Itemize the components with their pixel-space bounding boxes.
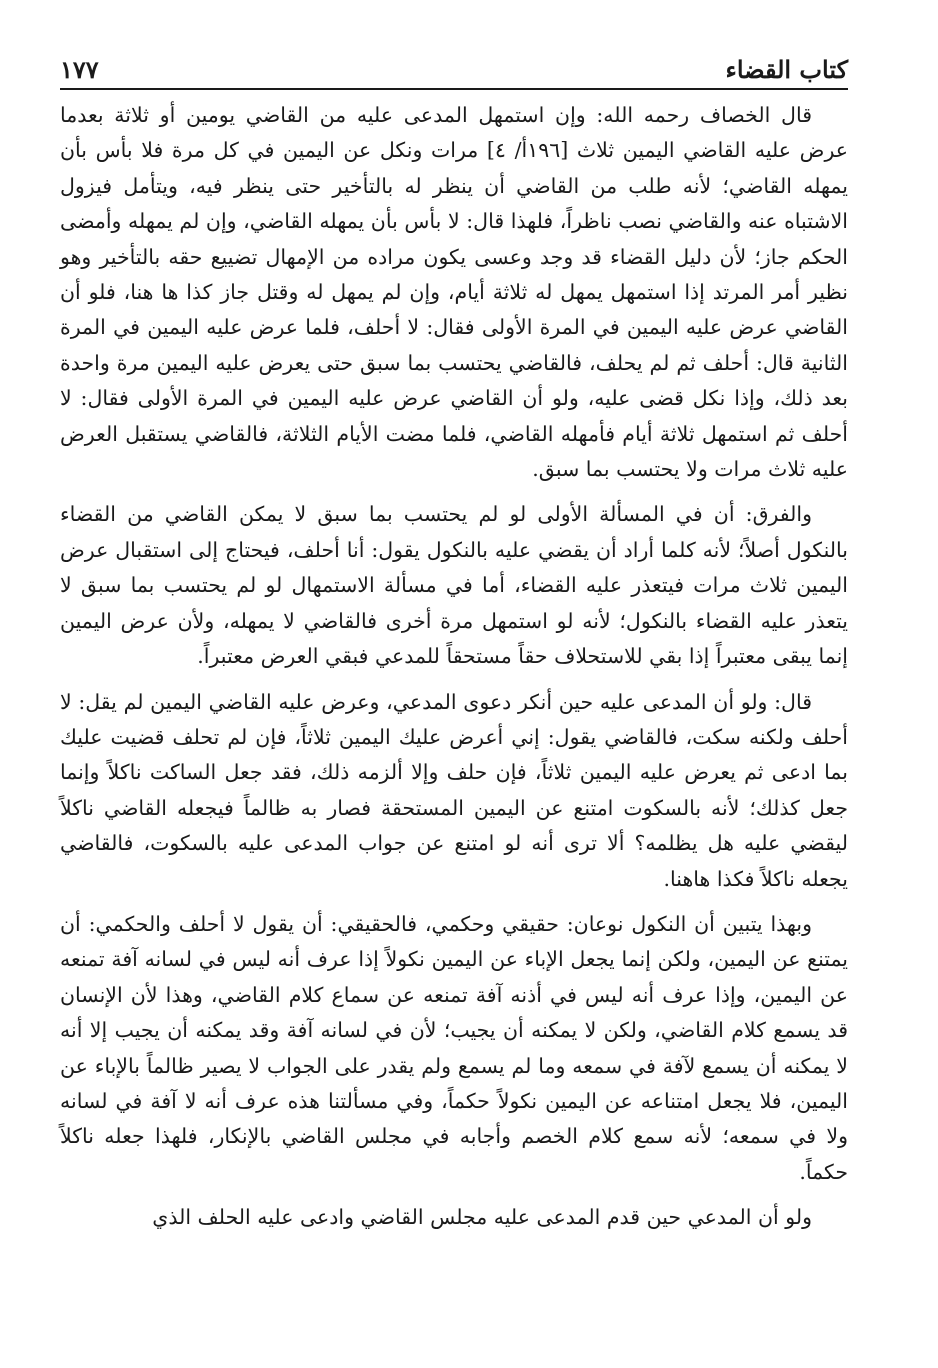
paragraph-2: والفرق: أن في المسألة الأولى لو لم يحتسب بما سبق لا يمكن القاضي من القضاء بالنكول أصلاً؛ لأنه كلما أراد أن يقضي عليه بالنكول يقول: أنا أحلف، فيحتاج إلى استقبال عرض اليمين ثلاث مرات فيتعذر عليه القضاء، أما في مسألة الاستمهال لو لم يحتسب بما سبق لا يتعذر عليه القضاء بالنكول؛ لأنه لو استمهل مرة أخرى فالقاضي لا يمهله، ولأن عرض اليمين إنما يبقى معتبراً إذا بقي للاستحلاف حقاً مستحقاً للمدعي فبقي العرض معتبراً. (60, 502, 848, 669)
page-header (60, 30, 848, 90)
body-text (60, 98, 848, 1236)
paragraph-4: وبهذا يتبين أن النكول نوعان: حقيقي وحكمي، فالحقيقي: أن يقول لا أحلف والحكمي: أن يمتنع عن اليمين، ولكن إنما يجعل الإباء عن اليمين نكولاً إذا عرف أنه ليس في لسانه آفة تمنعه عن اليمين، وإذا عرف أنه ليس في أذنه آفة تمنعه عن سماع كلام القاضي، وهذا لأن الإنسان قد يسمع كلام القاضي، ولكن لا يمكنه أن يجيب؛ لأن في لسانه آفة وقد يمكنه أن يجيب إلا أنه لا يمكنه أن يسمع لآفة في سمعه وما لم يسمع ولم يقدر على الجواب لا يصير ظالماً بالإباء عن اليمين، فلا يجعل امتناعه عن اليمين نكولاً حكماً، وفي مسألتنا هذه عرف أنه لا آفة في لسانه ولا في سمعه؛ لأنه سمع كلام الخصم وأجابه في مجلس القاضي بالإنكار، فلهذا جعله ناكلاً حكماً. (60, 911, 848, 1184)
page-number: ١٧٧ (60, 55, 99, 84)
paragraph-1: قال الخصاف رحمه الله: وإن استمهل المدعى عليه من القاضي يومين أو ثلاثة بعدما عرض عليه القاضي اليمين ثلاث [١٩٦أ/ ٤] مرات ونكل عن اليمين في كل مرة فلا بأس بأن يمهله القاضي؛ لأنه طلب من القاضي أن ينظر له بالتأخير حتى ينظر فيه، ويتأمل فيزول الاشتباه عنه والقاضي نصب ناظراً، فلهذا قال: لا بأس بأن يمهله القاضي، وإن لم يمهله وأمضى الحكم جاز؛ لأن دليل القضاء قد وجد وعسى يكون مراده من الإمهال تضييع حقه بالتأخير وهو نظير أمر المرتد إذا استمهل يمهل له ثلاثة أيام، وإن لم يمهل له وقتل جاز كذا ها هنا، فلو أن القاضي عرض عليه اليمين في المرة الأولى فقال: لا أحلف، فلما عرض عليه اليمين في المرة الثانية قال: أحلف ثم لم يحلف، فالقاضي يحتسب بما سبق حتى يعرض عليه اليمين مرة واحدة بعد ذلك، وإذا نكل قضى عليه، ولو أن القاضي عرض عليه اليمين في المرة الأولى فقال: لا أحلف ثم استمهل ثلاثة أيام فأمهله القاضي، فلما مضت الأيام الثلاثة، فالقاضي يستقبل العرض عليه ثلاث مرات ولا يحتسب بما سبق. (60, 103, 848, 482)
running-title: كتاب القضاء (725, 55, 848, 84)
paragraph-5: ولو أن المدعي حين قدم المدعى عليه مجلس القاضي وادعى عليه الحلف الذي (152, 1205, 812, 1230)
paragraph-3: قال: ولو أن المدعى عليه حين أنكر دعوى المدعي، وعرض عليه القاضي اليمين لم يقل: لا أحلف ولكنه سكت، فالقاضي يقول: إني أعرض عليك اليمين ثلاثاً، فإن لم تحلف قضيت عليك بما ادعى ثم يعرض عليه اليمين ثلاثاً، فإن حلف وإلا ألزمه ذلك، فقد جعل الساكت ناكلاً وإنما جعل كذلك؛ لأنه بالسكوت امتنع عن اليمين المستحقة فصار به ظالماً فيجعله القاضي ناكلاً ليقضي عليه هل يظلمه؟ ألا ترى أنه لو امتنع عن جواب المدعى عليه بالسكوت، فالقاضي يجعله ناكلاً فكذا هاهنا. (60, 689, 848, 891)
